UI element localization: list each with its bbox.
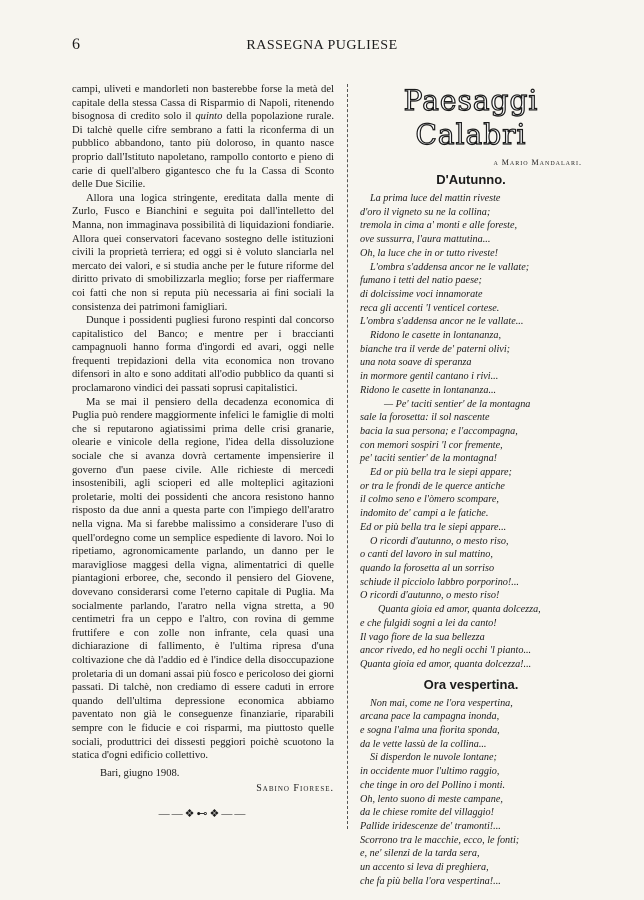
poem-line: reca gli accenti 'l venticel cortese. [360, 302, 500, 314]
poem-line: L'ombra s'addensa ancor ne le vallate; [370, 261, 530, 273]
poem-line: quando la forosetta al un sorriso [360, 562, 495, 574]
poem-line: O ricordi d'autunno, o mesto riso, [370, 535, 509, 547]
poem-line: ove sussurra, l'aura mattutina... [360, 234, 491, 246]
poem-line: Ridono le casette in lontananza, [370, 330, 502, 342]
place-date: Bari, giugno 1908. [100, 767, 180, 779]
poem-line: il colmo seno e l'òmero scompare, [360, 494, 499, 506]
poem-line: indomito de' campi a le fatiche. [360, 508, 489, 520]
poem-line: bianche tra il verde de' paterni olivi; [360, 343, 511, 355]
poem-line: Ridono le casette in lontananza... [360, 384, 497, 396]
article-paragraph [72, 314, 334, 396]
poem-line: Ed or più bella tra le siepi appare; [370, 467, 512, 479]
paragraph-text: campi, uliveti e mandorleti non basterebbe forse la metà del capitale della stessa Cassa di Risparmio di Napoli, ritenendo bisognosa di credito solo il [72, 84, 334, 123]
article-paragraph [72, 192, 334, 314]
left-column [72, 83, 334, 821]
poem-line: ancor rivedo, ed ho negli occhi 'l pianto... [360, 645, 532, 657]
poem-line: La prima luce del mattin riveste [370, 193, 501, 204]
poem-line: in occidente muor l'ultimo raggio, [360, 766, 500, 778]
poem-line: Quanta gioia ed amor, quanta dolcezza!... [360, 658, 532, 670]
poem-line: d'oro il vigneto su ne la collina; [360, 206, 491, 218]
author-signature: Sabino Fiorese. [256, 783, 334, 795]
poem-line: Non mai, come ne l'ora vespertina, [370, 697, 513, 709]
poem-sections [360, 172, 582, 888]
poem-line: e che fulgidi sogni a lei da canto! [360, 617, 497, 629]
poem-line: che tinge in oro del Pollino i monti. [360, 779, 506, 791]
poem-line: — Pe' taciti sentier' de la montagna [384, 398, 531, 410]
paragraph-text: Ma se mai il pensiero della decadenza economica di Puglia può rendere maggiormente infelici le famiglie di molti che si reputarono agiatissimi prima delle crisi granarie, olearie e vinicole della regione, l'idea della dissoluzione sociale che si avanza dovrà certamente impensierire il governo d'un paese civile. Alle richieste di mercedi insostenibili, agli scioperi ed alle molteplici agitazioni proletarie, molti dei possidenti che ancora resistono hanno risposto da due anni a questa parte con l'impiego dell'aratro nella vigna. Ma si farebbe malissimo a considerare l'uso di quell'ordegno come un semplice espediente di lavoro. Noi lo ripetiamo, agronomicamente parlando, un danno per le maravigliose maggesi della vigna, alimentatrici di quelle piantagioni erboree, che, secondo il pensiero del Giovene, dovevano considerarsi come l'eterno capitale di Puglia. Ma socialmente parlando, l'aratro nella vigna stretta, a 90 centimetri fra un ceppo e l'altro, con rovina di gemme fruttifere e con zolle non infrante, cela quasi una dichiarazione di fallimento, è l'ultima ripresa d'una coltivazione che dà l'addio ed è l'indice della disoccupazione proletaria di un domani assai più fosco e pericoloso dei giorni passati. Di talchè, non crediamo di essere caduti in errore quando dell'ultima depressione economica abbiamo paventato non già le conseguenze finanziarie, riparabili sempre con le fiducie e coi risparmi, ma piuttosto quelle sociali, produttrici dei dissesti peggiori poichè scuotono la statica d'ogni edificio collettivo. [72, 396, 334, 762]
poem-line: Pallide iridescenze de' tramonti!... [360, 820, 501, 832]
poem-line: Ed or più bella tra le siepi appare... [360, 521, 507, 533]
poem-line: tremola in cima a' monti e alle foreste, [360, 220, 518, 232]
poem-line: Oh, la luce che in or tutto riveste! [360, 247, 499, 259]
poem-line: fumano i tetti del natio paese; [360, 275, 482, 287]
poem-line: da le chiese romite del villaggio! [360, 807, 495, 819]
article-paragraph [72, 83, 334, 192]
poem-stanza [360, 192, 582, 672]
poem-line: pe' taciti sentier' de la montagna! [360, 453, 498, 465]
poem-title: Paesaggi Calabri [403, 84, 539, 151]
right-column [360, 84, 582, 888]
poem-line: schiude il picciolo labbro porporino!... [360, 576, 519, 588]
poem-dedication: a Mario Mandalari. [493, 158, 582, 167]
italic-text: quinto [195, 111, 223, 123]
poem-line: in mormore gentil cantano i rivi... [360, 371, 499, 383]
poem-line: Scorrono tra le macchie, ecco, le fonti; [360, 834, 520, 846]
poem-section-heading: D'Autunno. [436, 172, 506, 187]
poem-line: e sogna l'alma una fiorita sponda, [360, 725, 500, 737]
page-header [0, 36, 644, 60]
running-title: RASSEGNA PUGLIESE [246, 38, 398, 53]
poem-line: bacia la sua persona; e l'accompagna, [360, 425, 518, 437]
poem-section-heading: Ora vespertina. [423, 676, 519, 692]
poem-line: un accento si leva di preghiera, [360, 862, 489, 874]
poem-line: con memori sospiri 'l cor fremente, [360, 439, 503, 451]
poem-line: da le vette lassù de la collina... [360, 738, 487, 750]
poem-line: Il vago fiore de la sua bellezza [360, 631, 485, 643]
poem-line: che fa più bella l'ora vespertina!... [360, 875, 501, 887]
paragraph-text: Dunque i possidenti pugliesi furono respinti dal concorso capitalistico del Banco; e mentre per i braccianti campagnuoli hanno forma d'ingordi ed avari, oggi nelle frequenti trepidazioni della vita economica non trovano difensori in alto e sono additati all'odio pubblico da quanti si proclamarono vindici dei passati soprusi capitalistici. [72, 315, 334, 395]
poem-line: L'ombra s'addensa ancor ne le vallate... [360, 316, 524, 328]
poem-line: di dolcissime voci innamorate [360, 288, 483, 300]
paragraph-text: della popolazione rurale. Di talchè quelle cifre sembrano a fatti la riconferma di un pubblico abbandono, tanto più doloroso, in quanto nasce proprio dall'Istituto napoletano, rampollo contorto e pieno di carie di quell'albero gigantesco che fu la Cassa di Sconto delle Due Sicilie. [72, 111, 334, 191]
paragraph-text: Allora una logica stringente, ereditata dalla mente di Zurlo, Fusco e Bianchini e seguita poi dall'intelletto del Manna, non immaginava possibilità di liquidazioni fondiarie. Allora quei conservatori facevano sostegno delle istituzioni civili la proprietà terriera; ed oggi si è voluto slanciarla nel mercato dei valori, e si studia anche per le future riforme del diritto privato di smobilizzarla meglio; forse per riaffermare coi fatti che non si reputa più necessaria ai fini sociali la consistenza dei patrimoni famigliari. [72, 192, 334, 313]
poem-line: arcana pace la campagna inonda, [360, 711, 500, 723]
page-number: 6 [72, 36, 80, 53]
poem-line: e, ne' silenzi de la tarda sera, [360, 848, 480, 860]
column-divider [347, 84, 348, 829]
poem-line: sale la forosetta: il sol nascente [360, 412, 490, 424]
article-body [72, 83, 334, 763]
poem-line: or tra le frondi de le querce antiche [360, 480, 505, 492]
poem-line: Oh, lento suono di meste campane, [360, 793, 503, 805]
poem-line: Si disperdon le nuvole lontane; [370, 752, 497, 764]
poem-line: O ricordi d'autunno, o mesto riso! [360, 590, 500, 602]
ornament-divider: ——❖⊷❖—— [158, 807, 248, 820]
poem-stanza [360, 697, 582, 889]
poem-line: una nota soave di speranza [360, 357, 472, 369]
article-paragraph [72, 396, 334, 763]
poem-line: o canti del lavoro in sul mattino, [360, 549, 493, 561]
poem-line: Quanta gioia ed amor, quanta dolcezza, [378, 604, 541, 616]
